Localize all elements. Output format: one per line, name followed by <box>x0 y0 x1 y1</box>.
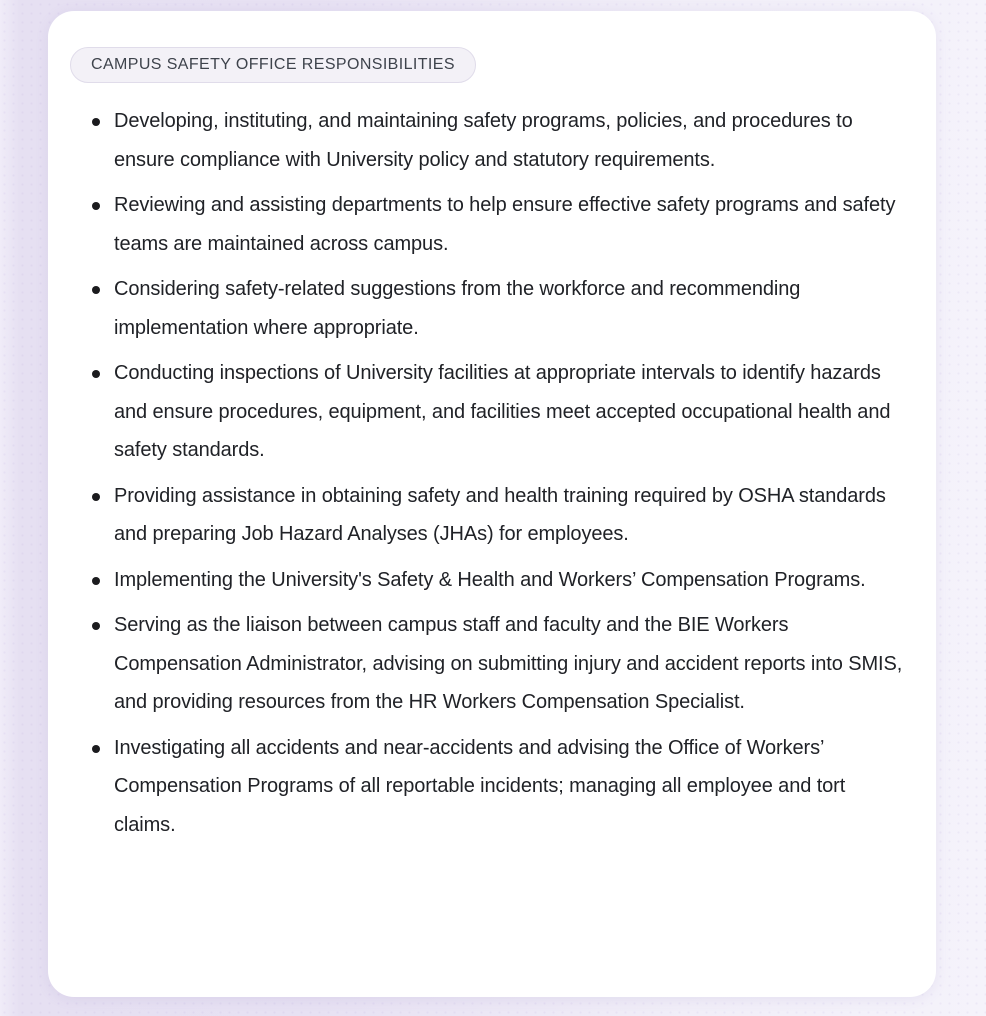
content-card <box>48 11 936 997</box>
list-item <box>92 354 904 470</box>
list-item <box>92 477 904 554</box>
list-item <box>92 186 904 263</box>
list-item-text: Implementing the University's Safety & Health and Workers’ Compensation Programs. <box>114 568 866 591</box>
list-item <box>92 729 904 845</box>
list-item-text: Developing, instituting, and maintaining safety programs, policies, and procedures to ensure compliance with University policy and statutory requirements. <box>114 110 853 171</box>
bullet-icon <box>92 493 100 501</box>
section-badge: CAMPUS SAFETY OFFICE RESPONSIBILITIES <box>70 47 476 83</box>
bullet-icon <box>92 202 100 210</box>
bullet-icon <box>92 118 100 126</box>
responsibilities-list <box>92 102 904 844</box>
bullet-icon <box>92 370 100 378</box>
list-item <box>92 561 904 600</box>
bullet-icon <box>92 286 100 294</box>
list-item-text: Reviewing and assisting departments to help ensure effective safety programs and safety teams are maintained across campus. <box>114 194 896 255</box>
list-item <box>92 102 904 179</box>
list-item-text: Investigating all accidents and near-accidents and advising the Office of Workers’ Compensation Programs of all reportable incidents; managing all employee and tort claims. <box>114 736 846 836</box>
list-item-text: Considering safety-related suggestions from the workforce and recommending implementation where appropriate. <box>114 278 801 339</box>
bullet-icon <box>92 745 100 753</box>
bullet-icon <box>92 577 100 585</box>
list-item-text: Providing assistance in obtaining safety and health training required by OSHA standards and preparing Job Hazard Analyses (JHAs) for employees. <box>114 484 886 545</box>
bullet-icon <box>92 622 100 630</box>
list-item <box>92 606 904 722</box>
list-item <box>92 270 904 347</box>
list-item-text: Conducting inspections of University facilities at appropriate intervals to identify hazards and ensure procedures, equipment, and facilities meet accepted occupational health and safety standards. <box>114 362 891 461</box>
list-item-text: Serving as the liaison between campus staff and faculty and the BIE Workers Compensation Administrator, advising on submitting injury and accident reports into SMIS, and providing resources from the HR Workers Compensation Specialist. <box>114 614 903 713</box>
